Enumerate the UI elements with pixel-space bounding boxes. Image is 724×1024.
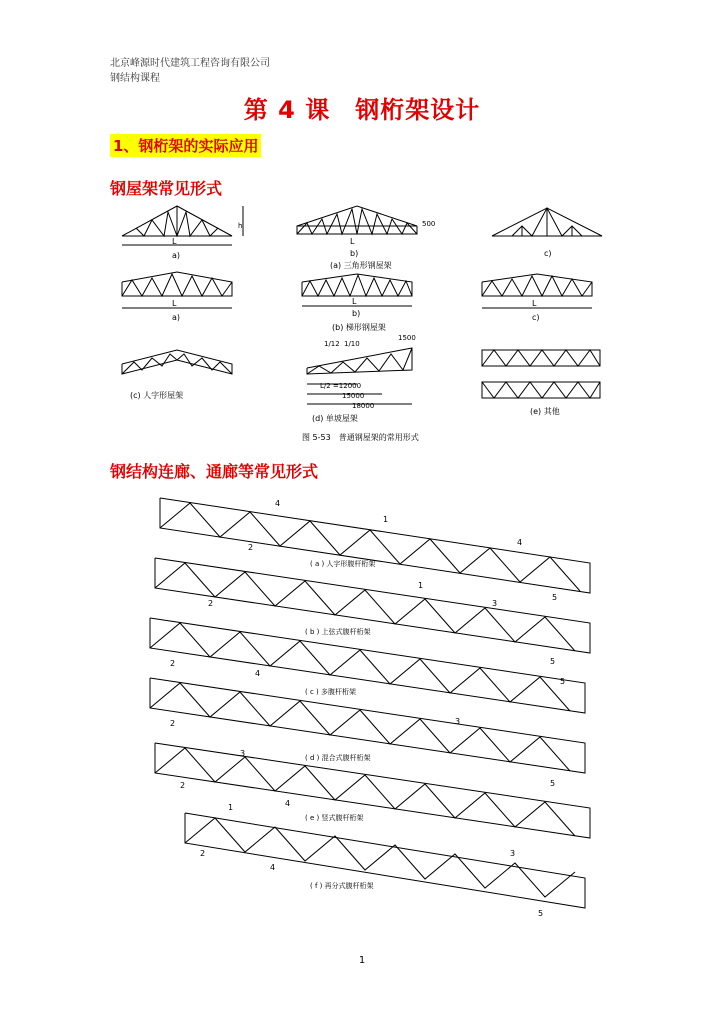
span-label: L — [352, 297, 357, 306]
sub-label-a: a) — [172, 313, 181, 322]
member-label: 3 — [455, 717, 461, 726]
roof-truss-drawing — [112, 198, 612, 450]
sub-label-c: c) — [532, 313, 540, 322]
member-label: 4 — [255, 669, 261, 678]
corridor-caption-a: ( a ) 人字形腹杆桁架 — [310, 560, 376, 568]
member-label: 2 — [200, 849, 206, 858]
member-label: 1 — [228, 803, 234, 812]
header-company: 北京峰源时代建筑工程咨询有限公司 — [110, 58, 270, 69]
subsection-roof: 钢屋架常见形式 — [110, 179, 223, 198]
member-label: 5 — [560, 677, 566, 686]
member-label: 5 — [550, 779, 556, 788]
group-d-caption: (d) 单坡屋架 — [312, 414, 358, 423]
section-heading: 1、钢桁架的实际应用 — [110, 134, 261, 157]
member-label: 5 — [538, 909, 544, 918]
sub-label-b: b) — [352, 309, 361, 318]
sub-label-a: a) — [172, 251, 181, 260]
member-label: 1 — [418, 581, 424, 590]
other-trusses — [482, 350, 600, 398]
corridor-caption-e: ( e ) 竖式腹杆桁架 — [305, 814, 364, 822]
roof-truss-figure — [112, 198, 612, 450]
sub-label-c: c) — [544, 249, 552, 258]
trapezoid-truss-b — [302, 274, 412, 306]
member-label: 4 — [270, 863, 276, 872]
slope-1: 1/12 — [324, 340, 340, 348]
slope-2: 1/10 — [344, 340, 360, 348]
member-label: 3 — [240, 749, 246, 758]
span-label: L — [172, 237, 177, 246]
member-label: 2 — [170, 659, 176, 668]
span-label: L — [350, 237, 355, 246]
dim-15000: 15000 — [342, 392, 365, 400]
trapezoid-truss-c — [482, 274, 592, 308]
member-label: 2 — [170, 719, 176, 728]
dim-1500: 1500 — [398, 334, 416, 342]
corridor-truss-figure — [110, 488, 610, 920]
corridor-truss-f — [185, 813, 585, 908]
group-e-caption: (e) 其他 — [530, 407, 560, 416]
herringbone-truss — [122, 350, 232, 374]
member-label: 2 — [248, 543, 254, 552]
member-label: 3 — [510, 849, 516, 858]
triangular-truss-b — [297, 206, 417, 234]
member-label: 4 — [285, 799, 291, 808]
span-label: L — [532, 299, 537, 308]
dim-18000: 18000 — [352, 402, 375, 410]
header-course: 钢结构课程 — [110, 73, 160, 84]
corridor-caption-f: ( f ) 再分式腹杆桁架 — [310, 882, 374, 890]
triangular-truss-a — [122, 206, 243, 245]
corridor-truss-b — [155, 558, 590, 653]
trapezoid-truss-a — [122, 272, 232, 308]
member-label: 4 — [275, 499, 281, 508]
member-label: 4 — [517, 538, 523, 547]
span-label: L — [172, 299, 177, 308]
member-label: 5 — [550, 657, 556, 666]
member-label: 3 — [492, 599, 498, 608]
group-a-caption: (a) 三角形钢屋架 — [330, 261, 392, 270]
height-label: h — [238, 222, 243, 230]
corridor-caption-b: ( b ) 上弦式腹杆桁架 — [305, 628, 371, 636]
dim-500: 500 — [422, 220, 436, 228]
group-b-caption: (b) 梯形钢屋架 — [332, 323, 386, 332]
member-label: 5 — [552, 593, 558, 602]
corridor-truss-drawing — [110, 488, 610, 920]
page-title: 第 4 课 钢桁架设计 — [243, 96, 481, 124]
member-label: 2 — [208, 599, 214, 608]
corridor-caption-c: ( c ) 多腹杆桁架 — [305, 688, 356, 696]
page-number: 1 — [358, 955, 366, 966]
corridor-truss-a — [160, 498, 590, 593]
sub-label-b: b) — [350, 249, 359, 258]
triangular-truss-c — [492, 208, 602, 236]
subsection-corridor: 钢结构连廊、通廊等常见形式 — [110, 462, 319, 481]
dim-12000: L/2 =12000 — [320, 382, 362, 390]
figure-caption: 图 5-53 普通钢屋架的常用形式 — [302, 433, 419, 442]
member-label: 2 — [180, 781, 186, 790]
group-c-caption: (c) 人字形屋架 — [130, 391, 184, 400]
member-label: 1 — [383, 515, 389, 524]
corridor-caption-d: ( d ) 混合式腹杆桁架 — [305, 754, 371, 762]
